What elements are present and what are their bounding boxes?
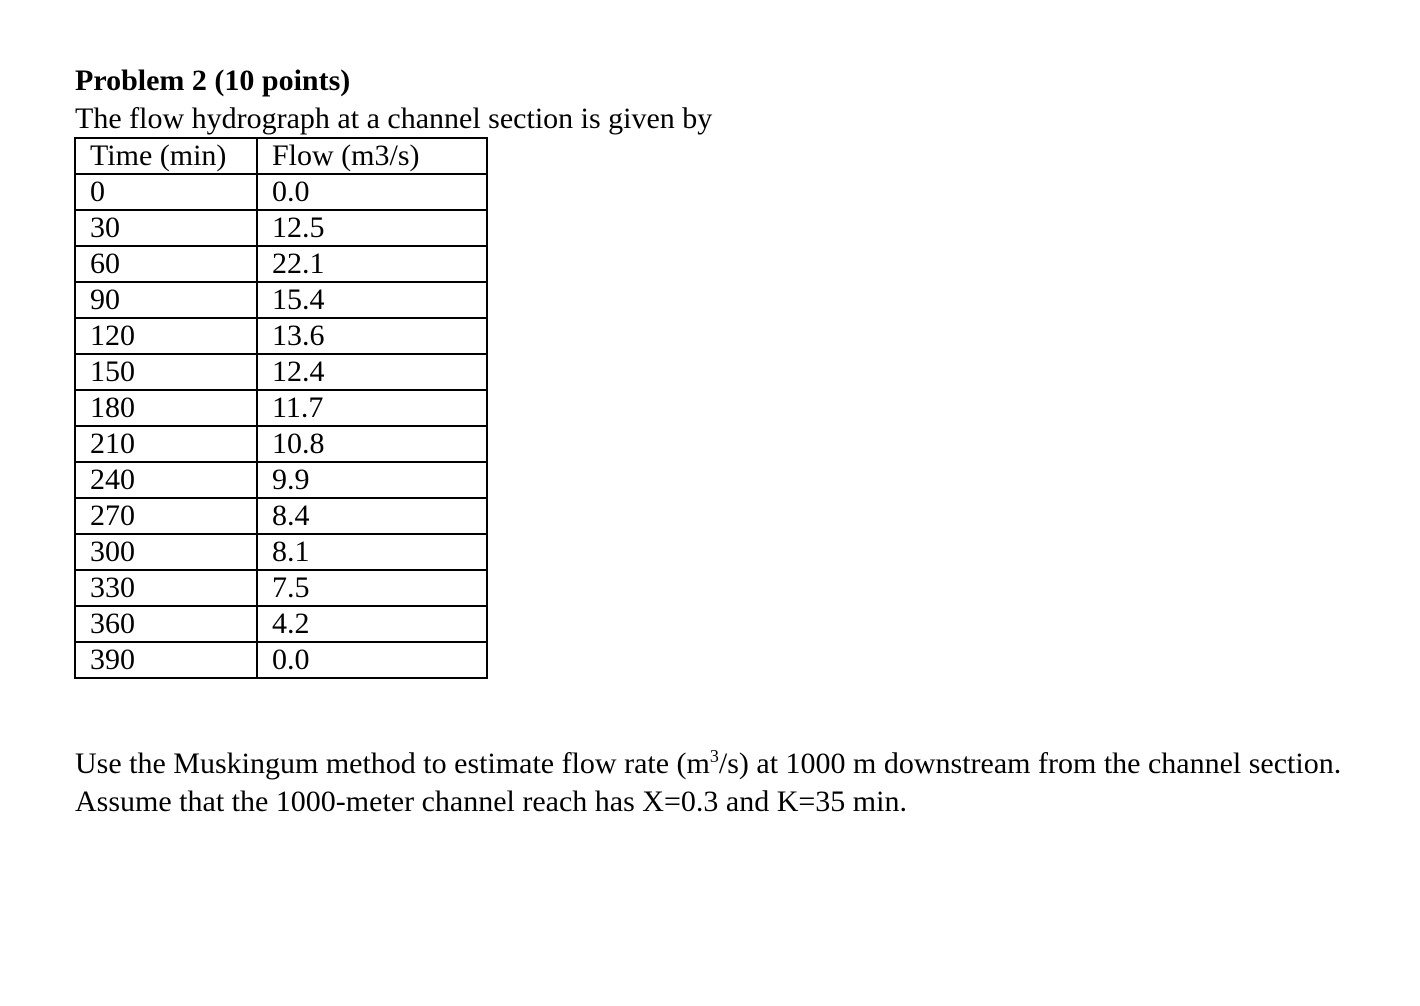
flow-cell: 0.0 <box>257 642 487 678</box>
flow-cell: 8.4 <box>257 498 487 534</box>
problem-title: Problem 2 (10 points) <box>75 64 351 97</box>
time-cell: 30 <box>75 210 257 246</box>
table-row <box>75 174 487 210</box>
flow-cell: 22.1 <box>257 246 487 282</box>
time-cell: 120 <box>75 318 257 354</box>
table-row <box>75 246 487 282</box>
time-cell: 300 <box>75 534 257 570</box>
flow-cell: 13.6 <box>257 318 487 354</box>
flow-cell: 0.0 <box>257 174 487 210</box>
table-row <box>75 210 487 246</box>
question-text-part2: /s) at 1000 m downstream from the channel section. Assume that the 1000-meter channel reach has X=0.3 and K=35 min. <box>75 747 1342 818</box>
time-cell: 210 <box>75 426 257 462</box>
time-cell: 180 <box>75 390 257 426</box>
header-time: Time (min) <box>75 138 257 174</box>
time-cell: 360 <box>75 606 257 642</box>
time-cell: 150 <box>75 354 257 390</box>
table-row <box>75 570 487 606</box>
flow-cell: 8.1 <box>257 534 487 570</box>
time-cell: 0 <box>75 174 257 210</box>
time-cell: 390 <box>75 642 257 678</box>
flow-cell: 4.2 <box>257 606 487 642</box>
problem-intro: The flow hydrograph at a channel section is given by <box>75 102 713 135</box>
table-row <box>75 462 487 498</box>
time-cell: 240 <box>75 462 257 498</box>
time-cell: 60 <box>75 246 257 282</box>
table-row <box>75 534 487 570</box>
flow-cell: 12.5 <box>257 210 487 246</box>
time-cell: 270 <box>75 498 257 534</box>
flow-cell: 7.5 <box>257 570 487 606</box>
hydrograph-table <box>74 137 488 679</box>
table-row <box>75 642 487 678</box>
table-row <box>75 354 487 390</box>
flow-cell: 10.8 <box>257 426 487 462</box>
table-row <box>75 390 487 426</box>
flow-cell: 9.9 <box>257 462 487 498</box>
superscript-exponent: 3 <box>709 746 719 766</box>
table-row <box>75 498 487 534</box>
flow-cell: 12.4 <box>257 354 487 390</box>
flow-cell: 15.4 <box>257 282 487 318</box>
flow-cell: 11.7 <box>257 390 487 426</box>
header-flow: Flow (m3/s) <box>257 138 487 174</box>
table-row <box>75 282 487 318</box>
table-header-row <box>75 138 487 174</box>
table-row <box>75 318 487 354</box>
table-row <box>75 606 487 642</box>
time-cell: 90 <box>75 282 257 318</box>
question-text-part1: Use the Muskingum method to estimate flow rate (m <box>75 747 710 780</box>
table-row <box>75 426 487 462</box>
question-paragraph <box>75 745 1375 821</box>
time-cell: 330 <box>75 570 257 606</box>
table-body <box>75 174 487 678</box>
